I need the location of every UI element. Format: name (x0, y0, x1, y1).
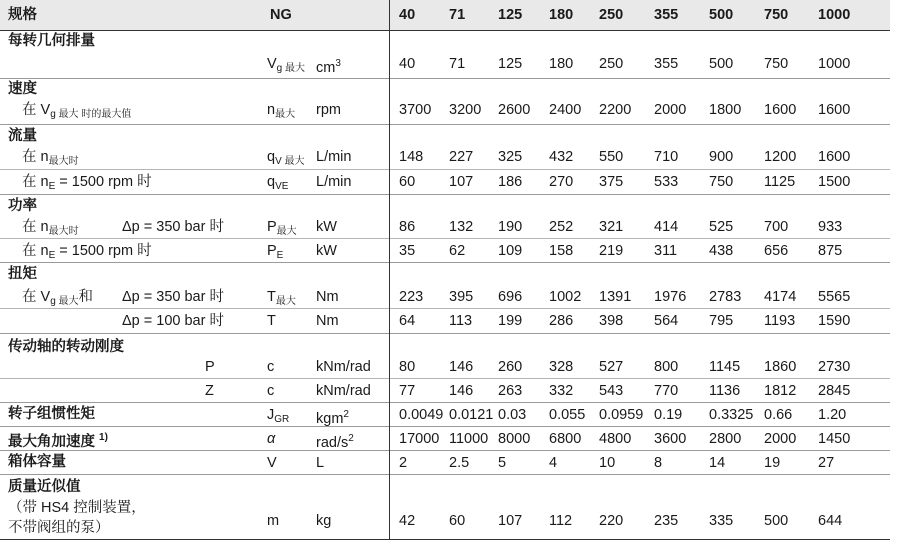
case-volume-value-125: 5 (498, 455, 507, 471)
bottom-rule (0, 539, 890, 540)
rule-after-stiffness (0, 402, 890, 403)
mass-value-500: 335 (709, 513, 734, 529)
speed-symbol: $n_{最大}$ (267, 102, 296, 120)
stiffness-row2-value-1000: 2845 (818, 383, 851, 399)
speed-value-40: 3700 (399, 102, 432, 118)
power-row1-pressure: Δp = 350 bar 时 (122, 219, 224, 235)
flow-row2-value-250: 375 (599, 174, 624, 190)
torque-row1-value-180: 1002 (549, 289, 582, 305)
displacement-value-71: 71 (449, 56, 466, 72)
case-volume-unit: L (316, 455, 325, 471)
power-row1-value-750: 700 (764, 219, 789, 235)
flow-row1-condition: 在 $n_{最大时}$ (22, 149, 79, 167)
power-row1-value-40: 86 (399, 219, 416, 235)
mass-unit: kg (316, 513, 332, 529)
flow-row1-value-180: 432 (549, 149, 574, 165)
inertia-value-250: 0.0959 (599, 407, 644, 423)
power-row2-value-125: 109 (498, 243, 523, 259)
speed-value-71: 3200 (449, 102, 482, 118)
speed-value-355: 2000 (654, 102, 687, 118)
displacement-unit: $cm^3$ (316, 58, 341, 76)
power-row2-value-355: 311 (654, 243, 678, 259)
rule-stiffness-inner (0, 378, 890, 379)
rule-after-flow (0, 194, 890, 195)
flow-row1-value-1000: 1600 (818, 149, 851, 165)
stiffness-row1-value-250: 527 (599, 359, 624, 375)
power-row2-value-250: 219 (599, 243, 624, 259)
mass-title: 质量近似值 (8, 479, 81, 495)
torque-row1-value-500: 2783 (709, 289, 742, 305)
flow-row2-value-125: 186 (498, 174, 523, 190)
torque-row2-pressure: Δp = 100 bar 时 (122, 313, 224, 329)
header-spec-label: 规格 (8, 7, 37, 23)
header-size-125: 125 (498, 7, 523, 23)
flow-row1-value-250: 550 (599, 149, 624, 165)
rule-after-power (0, 262, 890, 263)
acceleration-value-180: 6800 (549, 431, 582, 447)
inertia-value-71: 0.0121 (449, 407, 494, 423)
inertia-unit: kgm$^2$ (316, 409, 349, 427)
power-row2-value-40: 35 (399, 243, 416, 259)
acceleration-value-750: 2000 (764, 431, 797, 447)
mass-value-250: 220 (599, 513, 624, 529)
stiffness-row1-label: P (205, 359, 215, 375)
torque-row1-value-355: 1976 (654, 289, 687, 305)
header-size-355: 355 (654, 7, 679, 23)
inertia-value-500: 0.3325 (709, 407, 754, 423)
mass-value-125: 107 (498, 513, 523, 529)
torque-row2-value-250: 398 (599, 313, 624, 329)
header-size-750: 750 (764, 7, 789, 23)
torque-row2-value-180: 286 (549, 313, 574, 329)
inertia-value-1000: 1.20 (818, 407, 847, 423)
power-row1-value-71: 132 (449, 219, 474, 235)
flow-row1-value-355: 710 (654, 149, 679, 165)
torque-row1-value-750: 4174 (764, 289, 797, 305)
torque-row2-value-750: 1193 (764, 313, 796, 329)
mass-value-355: 235 (654, 513, 679, 529)
displacement-value-750: 750 (764, 56, 789, 72)
mass-note-line1: （带 HS4 控制装置， (8, 500, 146, 516)
header-rule (0, 30, 890, 31)
torque-row1-symbol: $T_{最大}$ (267, 289, 296, 307)
flow-row1-unit: L/min (316, 149, 352, 165)
stiffness-title: 传动轴的转动刚度 (8, 339, 124, 355)
acceleration-unit: rad/$s^2$ (316, 433, 354, 451)
inertia-value-180: 0.055 (549, 407, 586, 423)
torque-row2-value-40: 64 (399, 313, 416, 329)
stiffness-row1-value-355: 800 (654, 359, 679, 375)
flow-row1-value-125: 325 (498, 149, 523, 165)
power-row1-value-125: 190 (498, 219, 523, 235)
stiffness-row2-symbol: c (267, 383, 275, 399)
rule-after-acceleration (0, 450, 890, 451)
rule-after-case-volume (0, 474, 890, 475)
stiffness-row2-unit: kNm/rad (316, 383, 371, 399)
power-row2-value-500: 438 (709, 243, 734, 259)
torque-row2-value-355: 564 (654, 313, 679, 329)
stiffness-row1-value-1000: 2730 (818, 359, 851, 375)
stiffness-row2-value-500: 1136 (709, 383, 741, 399)
torque-row2-value-71: 113 (449, 313, 473, 329)
acceleration-symbol: α (267, 431, 276, 447)
torque-title: 扭矩 (8, 266, 37, 282)
speed-unit: rpm (316, 102, 341, 118)
stiffness-row2-label: Z (205, 383, 214, 399)
acceleration-value-71: 11000 (449, 431, 489, 447)
speed-value-750: 1600 (764, 102, 797, 118)
stiffness-row1-symbol: c (267, 359, 275, 375)
torque-row1-value-40: 223 (399, 289, 424, 305)
torque-row1-condition: 在 $V_{g 最大}$和 (22, 289, 94, 307)
stiffness-row2-value-180: 332 (549, 383, 574, 399)
flow-row1-symbol: $q_{V 最大}$ (267, 149, 305, 167)
displacement-value-125: 125 (498, 56, 523, 72)
displacement-value-40: 40 (399, 56, 416, 72)
acceleration-value-500: 2800 (709, 431, 742, 447)
flow-row2-value-1000: 1500 (818, 174, 851, 190)
flow-row2-unit: L/min (316, 174, 352, 190)
acceleration-value-1000: 1450 (818, 431, 851, 447)
stiffness-row2-value-355: 770 (654, 383, 679, 399)
case-volume-value-355: 8 (654, 455, 663, 471)
mass-note-line2: 不带阀组的泵） (8, 520, 110, 536)
power-row1-value-500: 525 (709, 219, 734, 235)
mass-value-180: 112 (549, 513, 573, 529)
header-size-500: 500 (709, 7, 734, 23)
torque-row1-value-1000: 5565 (818, 289, 851, 305)
displacement-value-500: 500 (709, 56, 734, 72)
flow-row1-value-40: 148 (399, 149, 424, 165)
stiffness-row1-unit: kNm/rad (316, 359, 371, 375)
stiffness-row2-value-40: 77 (399, 383, 416, 399)
acceleration-value-355: 3600 (654, 431, 687, 447)
power-title: 功率 (8, 198, 37, 214)
flow-row1-value-500: 900 (709, 149, 734, 165)
header-size-1000: 1000 (818, 7, 851, 23)
displacement-symbol: $V_{g 最大}$ (267, 56, 306, 74)
header-size-71: 71 (449, 7, 466, 23)
rule-flow-inner (0, 169, 890, 170)
flow-row2-value-355: 533 (654, 174, 679, 190)
inertia-symbol: $J_{GR}$ (267, 407, 290, 425)
torque-row2-value-500: 795 (709, 313, 734, 329)
rule-after-torque (0, 333, 890, 334)
power-row2-value-1000: 875 (818, 243, 843, 259)
flow-row2-value-71: 107 (449, 174, 474, 190)
power-row1-value-250: 321 (599, 219, 624, 235)
torque-row2-symbol: T (267, 313, 276, 329)
case-volume-value-180: 4 (549, 455, 558, 471)
inertia-value-40: 0.0049 (399, 407, 444, 423)
case-volume-symbol: V (267, 455, 277, 471)
flow-row2-value-750: 1125 (764, 174, 796, 190)
speed-value-180: 2400 (549, 102, 582, 118)
power-row1-value-180: 252 (549, 219, 574, 235)
torque-row2-unit: Nm (316, 313, 339, 329)
power-row2-value-750: 656 (764, 243, 789, 259)
stiffness-row1-value-180: 328 (549, 359, 574, 375)
stiffness-row2-value-750: 1812 (764, 383, 797, 399)
mass-value-750: 500 (764, 513, 789, 529)
torque-row2-value-125: 199 (498, 313, 523, 329)
inertia-value-125: 0.03 (498, 407, 527, 423)
torque-row1-value-125: 696 (498, 289, 523, 305)
header-band (0, 0, 890, 30)
power-row2-value-180: 158 (549, 243, 574, 259)
inertia-value-750: 0.66 (764, 407, 793, 423)
mass-value-71: 60 (449, 513, 466, 529)
speed-value-1000: 1600 (818, 102, 851, 118)
torque-row1-unit: Nm (316, 289, 339, 305)
speed-title: 速度 (8, 81, 37, 97)
rule-after-inertia (0, 426, 890, 427)
acceleration-title: 最大角加速度 $^{1)}$ (8, 432, 108, 450)
header-size-250: 250 (599, 7, 624, 23)
header-size-40: 40 (399, 7, 416, 23)
header-ng-label: NG (270, 7, 292, 23)
case-volume-title: 箱体容量 (8, 454, 66, 470)
mass-symbol: m (267, 513, 280, 529)
rule-after-displacement (0, 78, 890, 79)
stiffness-row1-value-125: 260 (498, 359, 523, 375)
case-volume-value-71: 2.5 (449, 455, 470, 471)
power-row2-unit: kW (316, 243, 337, 259)
power-row2-value-71: 62 (449, 243, 466, 259)
rule-power-inner (0, 238, 890, 239)
inertia-title: 转子组惯性矩 (8, 406, 95, 422)
stiffness-row2-value-125: 263 (498, 383, 523, 399)
header-size-180: 180 (549, 7, 574, 23)
power-row1-value-355: 414 (654, 219, 679, 235)
power-row2-condition: 在 $n_E = 1500$ rpm 时 (22, 243, 152, 261)
speed-value-250: 2200 (599, 102, 632, 118)
speed-value-125: 2600 (498, 102, 531, 118)
power-row1-symbol: $P_{最大}$ (267, 219, 297, 237)
case-volume-value-500: 14 (709, 455, 726, 471)
flow-row2-value-40: 60 (399, 174, 416, 190)
displacement-value-180: 180 (549, 56, 574, 72)
mass-value-1000: 644 (818, 513, 843, 529)
displacement-title: 每转几何排量 (8, 33, 95, 49)
inertia-value-355: 0.19 (654, 407, 683, 423)
displacement-value-355: 355 (654, 56, 679, 72)
stiffness-row1-value-500: 1145 (709, 359, 741, 375)
acceleration-value-125: 8000 (498, 431, 531, 447)
case-volume-value-750: 19 (764, 455, 781, 471)
stiffness-row1-value-71: 146 (449, 359, 474, 375)
acceleration-value-250: 4800 (599, 431, 632, 447)
rule-torque-inner (0, 308, 890, 309)
torque-row2-value-1000: 1590 (818, 313, 851, 329)
rule-after-speed (0, 124, 890, 125)
power-row2-symbol: $P_E$ (267, 243, 284, 261)
torque-row1-value-71: 395 (449, 289, 474, 305)
speed-condition: 在 $V_{g 最大 时的最大值}$ (22, 102, 132, 120)
stiffness-row1-value-750: 1860 (764, 359, 797, 375)
mass-value-40: 42 (399, 513, 416, 529)
acceleration-value-40: 17000 (399, 431, 440, 447)
power-row1-value-1000: 933 (818, 219, 843, 235)
displacement-value-1000: 1000 (818, 56, 851, 72)
flow-row2-value-500: 750 (709, 174, 734, 190)
flow-row2-symbol: $q_{VE}$ (267, 174, 289, 192)
stiffness-row2-value-250: 543 (599, 383, 624, 399)
displacement-value-250: 250 (599, 56, 624, 72)
flow-row2-condition: 在 $n_E = 1500$ rpm 时 (22, 174, 152, 192)
speed-value-500: 1800 (709, 102, 742, 118)
flow-title: 流量 (8, 128, 37, 144)
flow-row1-value-750: 1200 (764, 149, 797, 165)
stiffness-row2-value-71: 146 (449, 383, 474, 399)
case-volume-value-250: 10 (599, 455, 616, 471)
case-volume-value-1000: 27 (818, 455, 835, 471)
flow-row2-value-180: 270 (549, 174, 574, 190)
stiffness-row1-value-40: 80 (399, 359, 416, 375)
value-column-divider (389, 0, 390, 540)
power-row1-condition: 在 $n_{最大时}$ (22, 219, 79, 237)
torque-row1-value-250: 1391 (599, 289, 632, 305)
torque-row1-pressure: Δp = 350 bar 时 (122, 289, 224, 305)
case-volume-value-40: 2 (399, 455, 408, 471)
flow-row1-value-71: 227 (449, 149, 474, 165)
power-row1-unit: kW (316, 219, 337, 235)
